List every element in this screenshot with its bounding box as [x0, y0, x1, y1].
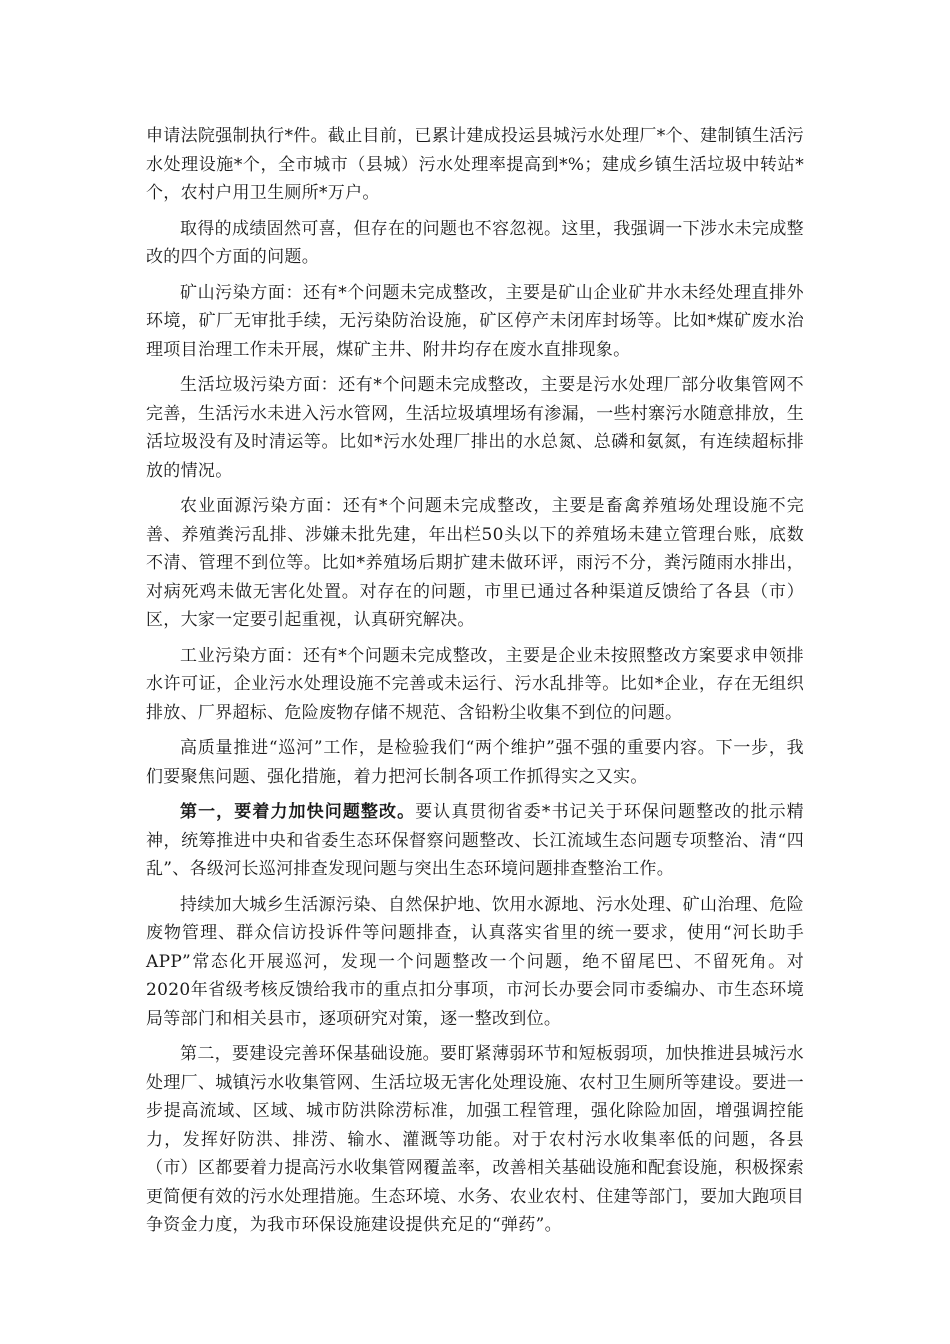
paragraph-river-patrol: 高质量推进“巡河”工作，是检验我们“两个维护”强不强的重要内容。下一步，我们要聚焦问题、强化措施，着力把河长制各项工作抓得实之又实。 [146, 738, 804, 787]
paragraph-body-text: 要认真贯彻省委*书记关于环保问题整改的批示精神，统筹推进中央和省委生态环保督察问题整改、长江流域生态问题专项整治、清“四乱”、各级河长巡河排查发现问题与突出生态环境问题排查整治工作。 [146, 802, 804, 879]
paragraph-second-infrastructure: 第二，要建设完善环保基础设施。要盯紧薄弱环节和短板弱项，加快推进县城污水处理厂、城镇污水收集管网、生活垃圾无害化处理设施、农村卫生厕所等建设。要进一步提高流域、区域、城市防洪除涝标准，加强工程管理，强化除险加固，增强调控能力，发挥好防洪、排涝、输水、灌溉等功能。对于农村污水收集率低的问题，各县（市）区都要着力提高污水收集管网覆盖率，改善相关基础设施和配套设施，积极探索更简便有效的污水处理措施。生态环境、水务、农业农村、住建等部门，要加大跑项目争资金力度，为我市环保设施建设提供充足的“弹药”。 [146, 1044, 804, 1235]
paragraph-first-rectification [146, 798, 804, 884]
paragraph-mining-pollution: 矿山污染方面：还有*个问题未完成整改，主要是矿山企业矿井水未经处理直排外环境，矿厂无审批手续，无污染防治设施，矿区停产未闭库封场等。比如*煤矿废水治理项目治理工作未开展，煤矿主井、附井均存在废水直排现象。 [146, 282, 804, 360]
paragraph-lead-heading: 第一，要着力加快问题整改。 [180, 802, 416, 822]
paragraph-continuation: 申请法院强制执行*件。截止目前，已累计建成投运县城污水处理厂*个、建制镇生活污水处理设施*个，全市城市（县城）污水处理率提高到*%；建成乡镇生活垃圾中转站*个，农村户用卫生厕所*万户。 [146, 126, 804, 203]
document-body [146, 122, 804, 1247]
paragraph-domestic-waste-pollution: 生活垃圾污染方面：还有*个问题未完成整改，主要是污水处理厂部分收集管网不完善，生活污水未进入污水管网，生活垃圾填埋场有渗漏，一些村寨污水随意排放，生活垃圾没有及时清运等。比如*污水处理厂排出的水总氮、总磷和氨氮，有连续超标排放的情况。 [146, 375, 804, 481]
paragraph-agricultural-pollution: 农业面源污染方面：还有*个问题未完成整改，主要是畜禽养殖场处理设施不完善、养殖粪污乱排、涉嫌未批先建，年出栏50头以下的养殖场未建立管理台账，底数不清、管理不到位等。比如*养殖场后期扩建未做环评，雨污不分，粪污随雨水排出，对病死鸡未做无害化处置。对存在的问题，市里已通过各种渠道反馈给了各县（市）区，大家一定要引起重视，认真研究解决。 [146, 496, 804, 630]
paragraph-industrial-pollution: 工业污染方面：还有*个问题未完成整改，主要是企业未按照整改方案要求申领排水许可证，企业污水处理设施不完善或未运行、污水乱排等。比如*企业，存在无组织排放、厂界超标、危险废物存储不规范、含铅粉尘收集不到位的问题。 [146, 645, 804, 723]
paragraph-achievements-and-problems: 取得的成绩固然可喜，但存在的问题也不容忽视。这里，我强调一下涉水未完成整改的四个方面的问题。 [146, 218, 804, 267]
paragraph-investigation: 持续加大城乡生活源污染、自然保护地、饮用水源地、污水处理、矿山治理、危险废物管理、群众信访投诉件等问题排查，认真落实省里的统一要求，使用“河长助手APP”常态化开展巡河，发现一个问题整改一个问题，绝不留尾巴、不留死角。对2020年省级考核反馈给我市的重点扣分事项，市河长办要会同市委编办、市生态环境局等部门和相关县市，逐项研究对策，逐一整改到位。 [146, 894, 804, 1029]
